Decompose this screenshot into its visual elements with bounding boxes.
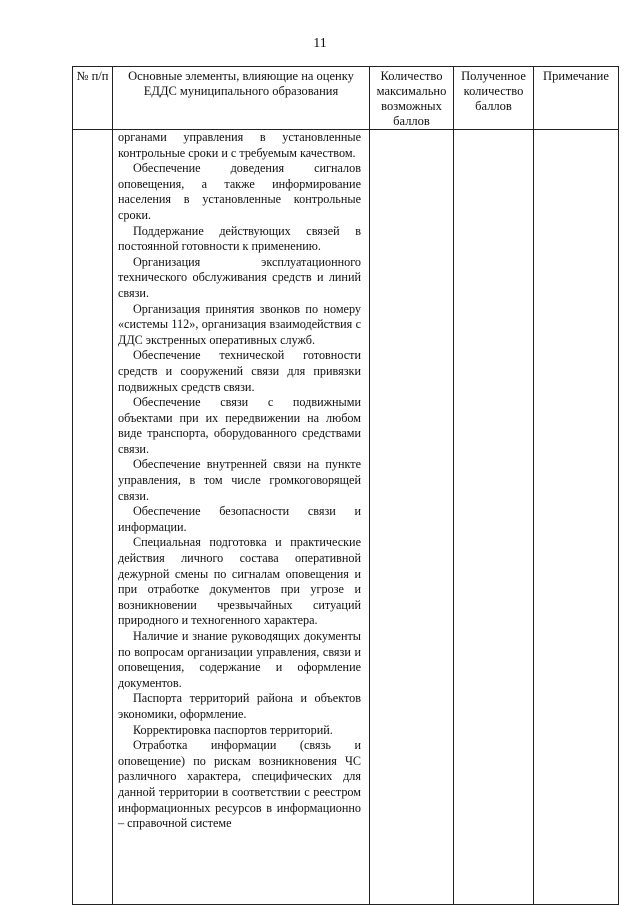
header-max-points: Количество максимально возможных баллов — [370, 67, 454, 130]
paragraph: Организация эксплуатационного технического обслуживания средств и линий связи. — [118, 254, 361, 300]
paragraph: Специальная подготовка и практические действия личного состава оперативной дежурной смены по сигналам оповещения и при отработке документов при угрозе и возникновении чрезвычайных ситуаций природного и техногенного характера. — [118, 535, 361, 628]
cell-max-points — [370, 130, 454, 905]
cell-elements — [113, 130, 370, 905]
paragraph: Обеспечение внутренней связи на пункте управления, в том числе громкоговорящей связи. — [118, 457, 361, 503]
page-number: 11 — [313, 36, 327, 51]
paragraph: Обеспечение безопасности связи и информации. — [118, 504, 361, 534]
paragraph: Отработка информации (связь и оповещение) по рискам возникновения ЧС различного характера, специфических для данной территории в соответствии с реестром информационных ресурсов в информационно – справочной системе — [118, 738, 361, 831]
paragraph: Наличие и знание руководящих документы по вопросам организации управления, связи и оповещения, содержание и оформление документов. — [118, 629, 361, 690]
header-note: Примечание — [534, 67, 619, 130]
paragraph: Корректировка паспортов территорий. — [133, 722, 333, 737]
elements-text — [113, 130, 369, 832]
cell-note — [534, 130, 619, 905]
paragraph: Обеспечение связи с подвижными объектами при их передвижении на любом виде транспорта, оборудованного средствами связи. — [118, 395, 361, 456]
header-received-points: Полученное количество баллов — [454, 67, 534, 130]
cell-received-points — [454, 130, 534, 905]
header-number: № п/п — [73, 67, 113, 130]
table-header-row — [73, 67, 619, 130]
paragraph: Обеспечение доведения сигналов оповещения, а также информирование населения в установленные контрольные сроки. — [118, 161, 361, 222]
evaluation-table — [72, 66, 619, 905]
paragraph: Обеспечение технической готовности средств и сооружений связи для привязки подвижных средств связи. — [118, 348, 361, 394]
paragraph: органами управления в установленные контрольные сроки и с требуемым качеством. — [118, 130, 361, 160]
paragraph: Паспорта территорий района и объектов экономики, оформление. — [118, 691, 361, 721]
header-elements: Основные элементы, влияющие на оценку ЕДДС муниципального образования — [113, 67, 370, 130]
paragraph: Организация принятия звонков по номеру «системы 112», организация взаимодействия с ДДС экстренных оперативных служб. — [118, 301, 361, 347]
cell-number — [73, 130, 113, 905]
table-row — [73, 130, 619, 905]
paragraph: Поддержание действующих связей в постоянной готовности к применению. — [118, 223, 361, 254]
